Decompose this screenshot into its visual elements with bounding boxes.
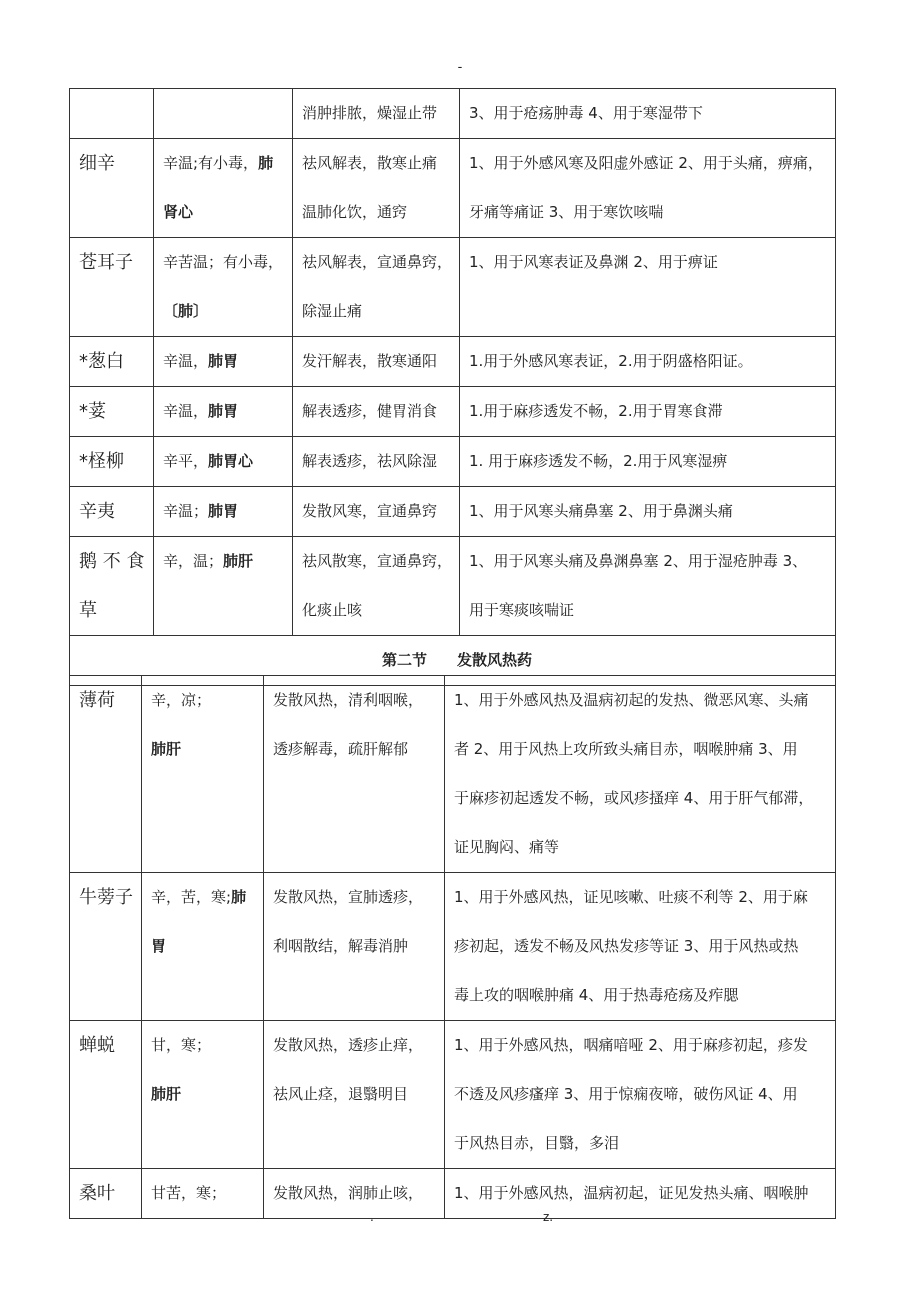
herb-uses: 1、用于外感风热，咽痛喑哑 2、用于麻疹初起，疹发 不透及风疹瘙痒 3、用于惊痫夜啼，破伤风证 4、用 于风热目赤，目翳，多泪 bbox=[445, 1021, 836, 1169]
herb-effect: 发散风热，宣肺透疹， 利咽散结，解毒消肿 bbox=[264, 873, 445, 1021]
herb-nature: 辛苦温；有小毒， 〔肺〕 bbox=[154, 238, 293, 337]
herb-name: *柽柳 bbox=[70, 437, 154, 487]
table-row bbox=[70, 537, 836, 636]
section-header: 第二节 发散风热药 bbox=[70, 636, 836, 686]
herb-uses: 1、用于外感风热及温病初起的发热、微恶风寒、头痛 者 2、用于风热上攻所致头痛目赤，咽喉肿痛 3、用 于麻疹初起透发不畅，或风疹搔痒 4、用于肝气郁滞， 证见胸闷、痛等 bbox=[445, 676, 836, 873]
footer-right-mark: z. bbox=[543, 1210, 554, 1224]
herb-effect: 解表透疹，健胃消食 bbox=[293, 387, 460, 437]
herb-name: 鹅 不 食 草 bbox=[70, 537, 154, 636]
table-row bbox=[70, 437, 836, 487]
herb-uses: 1、用于风寒表证及鼻渊 2、用于痹证 bbox=[460, 238, 836, 337]
herb-nature: 甘苦，寒； bbox=[142, 1169, 264, 1219]
table-row bbox=[70, 487, 836, 537]
table-row bbox=[70, 89, 836, 139]
herb-uses: 3、用于疮疡肿毒 4、用于寒湿带下 bbox=[460, 89, 836, 139]
table-row bbox=[70, 873, 836, 1021]
herb-name: 辛夷 bbox=[70, 487, 154, 537]
herb-uses: 1、用于风寒头痛鼻塞 2、用于鼻渊头痛 bbox=[460, 487, 836, 537]
herb-name: 细辛 bbox=[70, 139, 154, 238]
herb-uses: 1.用于麻疹透发不畅，2.用于胃寒食滞 bbox=[460, 387, 836, 437]
herb-effect: 发散风热，透疹止痒， 祛风止痉，退翳明目 bbox=[264, 1021, 445, 1169]
herb-name: *荽 bbox=[70, 387, 154, 437]
herb-nature: 辛，苦，寒;肺 胃 bbox=[142, 873, 264, 1021]
herb-effect: 祛风解表，散寒止痛 温肺化饮，通窍 bbox=[293, 139, 460, 238]
table-row bbox=[70, 1021, 836, 1169]
herb-effect: 解表透疹，祛风除湿 bbox=[293, 437, 460, 487]
herb-uses: 1. 用于麻疹透发不畅，2.用于风寒湿痹 bbox=[460, 437, 836, 487]
herb-effect: 发散风寒，宣通鼻窍 bbox=[293, 487, 460, 537]
herb-nature: 辛，凉； 肺肝 bbox=[142, 676, 264, 873]
table-row bbox=[70, 238, 836, 337]
page-top-mark: - bbox=[457, 60, 463, 75]
herb-uses: 1、用于外感风热，温病初起，证见发热头痛、咽喉肿 bbox=[445, 1169, 836, 1219]
table-row bbox=[70, 1169, 836, 1219]
herb-effect: 发汗解表，散寒通阳 bbox=[293, 337, 460, 387]
herb-name bbox=[70, 89, 154, 139]
herb-effect: 发散风热，润肺止咳， bbox=[264, 1169, 445, 1219]
herb-name: 桑叶 bbox=[70, 1169, 142, 1219]
herb-nature: 辛温;有小毒，肺 肾心 bbox=[154, 139, 293, 238]
herb-uses: 1、用于外感风热，证见咳嗽、吐痰不利等 2、用于麻 疹初起，透发不畅及风热发疹等证 3、用于风热或热 毒上攻的咽喉肿痛 4、用于热毒疮疡及痄腮 bbox=[445, 873, 836, 1021]
herb-uses: 1.用于外感风寒表证，2.用于阴盛格阳证。 bbox=[460, 337, 836, 387]
herb-name: 牛蒡子 bbox=[70, 873, 142, 1021]
herb-nature: 甘，寒； 肺肝 bbox=[142, 1021, 264, 1169]
herb-uses: 1、用于外感风寒及阳虚外感证 2、用于头痛，痹痛， 牙痛等痛证 3、用于寒饮咳喘 bbox=[460, 139, 836, 238]
herb-name: *葱白 bbox=[70, 337, 154, 387]
herb-uses: 1、用于风寒头痛及鼻渊鼻塞 2、用于湿疮肿毒 3、 用于寒痰咳喘证 bbox=[460, 537, 836, 636]
herb-table-section2 bbox=[69, 675, 836, 1219]
herb-nature: 辛，温；肺肝 bbox=[154, 537, 293, 636]
herb-effect: 祛风散寒，宣通鼻窍， 化痰止咳 bbox=[293, 537, 460, 636]
table-row bbox=[70, 676, 836, 873]
herb-nature: 辛温；肺胃 bbox=[154, 487, 293, 537]
table-row bbox=[70, 337, 836, 387]
herb-nature bbox=[154, 89, 293, 139]
herb-name: 苍耳子 bbox=[70, 238, 154, 337]
herb-name: 蝉蜕 bbox=[70, 1021, 142, 1169]
herb-table-section1 bbox=[69, 88, 836, 686]
herb-nature: 辛温，肺胃 bbox=[154, 387, 293, 437]
herb-nature: 辛温，肺胃 bbox=[154, 337, 293, 387]
herb-nature: 辛平，肺胃心 bbox=[154, 437, 293, 487]
footer-left-mark: . bbox=[370, 1210, 374, 1224]
herb-effect: 发散风热，清利咽喉， 透疹解毒，疏肝解郁 bbox=[264, 676, 445, 873]
herb-effect: 祛风解表，宣通鼻窍， 除湿止痛 bbox=[293, 238, 460, 337]
table-row bbox=[70, 387, 836, 437]
table-row bbox=[70, 139, 836, 238]
herb-effect: 消肿排脓，燥湿止带 bbox=[293, 89, 460, 139]
herb-name: 薄荷 bbox=[70, 676, 142, 873]
